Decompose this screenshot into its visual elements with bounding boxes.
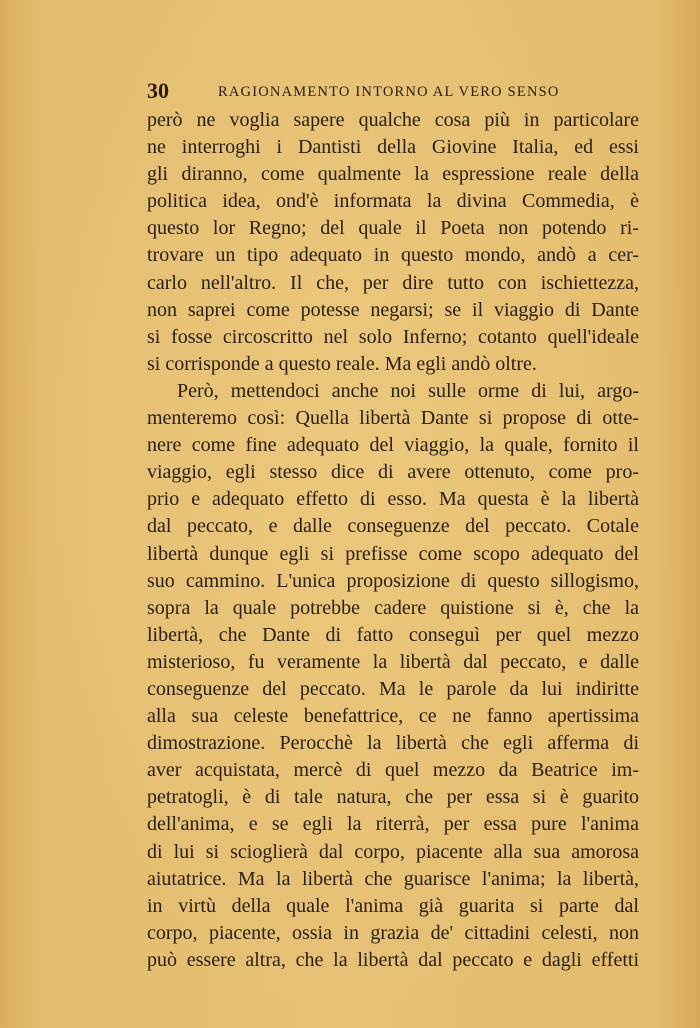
text-line: menteremo così: Quella libertà Dante si propose di otte- [147, 407, 639, 430]
text-line: petratogli, è di tale natura, che per essa si è guarito [147, 786, 639, 809]
text-line: politica idea, ond'è informata la divina Commedia, è [147, 190, 639, 213]
text-line: si fosse circoscritto nel solo Inferno; cotanto quell'ideale [147, 325, 639, 348]
text-line: dell'anima, e se egli la riterrà, per essa pure l'anima [147, 813, 639, 836]
page-header [147, 78, 647, 108]
text-line: ne interroghi i Dantisti della Giovine Italia, ed essi [147, 136, 639, 159]
text-line: prio e adequato effetto di esso. Ma questa è la libertà [147, 488, 639, 511]
text-line: corpo, piacente, ossia in grazia de' cittadini celesti, non [147, 921, 639, 944]
text-line: Però, mettendoci anche noi sulle orme di lui, argo- [177, 379, 639, 402]
text-line: in virtù della quale l'anima già guarita si parte dal [147, 894, 639, 917]
text-line: sopra la quale potrebbe cadere quistione si è, che la [147, 596, 639, 619]
text-line: suo cammino. L'unica proposizione di questo sillogismo, [147, 569, 639, 592]
text-line: libertà dunque egli si prefisse come scopo adequato del [147, 542, 639, 565]
text-line: questo lor Regno; del quale il Poeta non potendo ri- [147, 217, 639, 240]
text-line: trovare un tipo adequato in questo mondo, andò a cer- [147, 244, 639, 267]
text-line: carlo nell'altro. Il che, per dire tutto con ischiettezza, [147, 271, 639, 294]
text-line: dal peccato, e dalle conseguenze del peccato. Cotale [147, 515, 639, 538]
text-line: misterioso, fu veramente la libertà dal peccato, e dalle [147, 650, 639, 673]
text-line: può essere altra, che la libertà dal peccato e dagli effetti [147, 948, 639, 971]
text-line: si corrisponde a questo reale. Ma egli andò oltre. [147, 352, 537, 375]
running-head: RAGIONAMENTO INTORNO AL VERO SENSO [218, 84, 560, 100]
text-line: non saprei come potesse negarsi; se il viaggio di Dante [147, 298, 639, 321]
text-line: gli diranno, come qualmente la espressione reale della [147, 163, 639, 186]
text-line: aiutatrice. Ma la libertà che guarisce l'anima; la libertà, [147, 867, 639, 890]
body-text [147, 107, 639, 974]
text-line: viaggio, egli stesso dice di avere ottenuto, come pro- [147, 461, 639, 484]
text-line: però ne voglia sapere qualche cosa più in particolare [147, 109, 639, 131]
page-number: 30 [147, 78, 169, 103]
text-line: di lui si scioglierà dal corpo, piacente alla sua amorosa [147, 840, 639, 863]
text-line: libertà, che Dante di fatto conseguì per quel mezzo [147, 623, 639, 646]
text-line: dimostrazione. Perocchè la libertà che egli afferma di [147, 732, 639, 755]
text-line: nere come fine adequato del viaggio, la quale, fornito il [147, 434, 639, 457]
text-line: alla sua celeste benefattrice, ce ne fanno apertissima [147, 705, 639, 728]
text-line: conseguenze del peccato. Ma le parole da lui indiritte [147, 677, 639, 700]
text-line: aver acquistata, mercè di quel mezzo da Beatrice im- [147, 759, 639, 782]
